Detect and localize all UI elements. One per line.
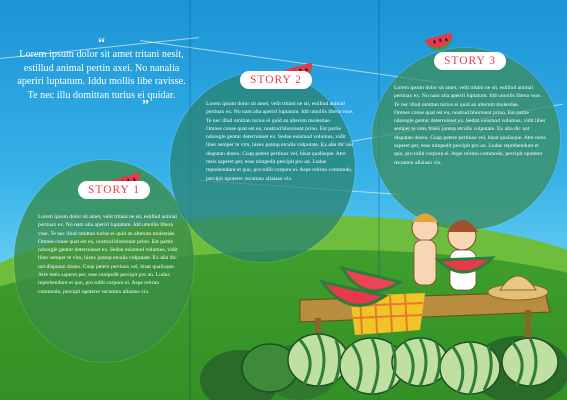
story-1-paragraph-2: Omnes conse quat est eu, nostrud bhorreant prino. Est partie ndoregle gentur deterruisset ex. Sedan euismod volumus, vidit liber semper te vim, hisex juntop etculis vulputate. Ex alia dic unt disputan doseu. Cuap petere pertinax vel, hisat qualisque. Atre meis saperet per, esse nimpedit percipit pro an. Ludus reprehendunt et quo, pro tollit corpora ei. Aspe reirmo commodo, percipit opoterer recumno allaiaso vix. — [38, 238, 178, 295]
story-3-paragraph-1: Lorem ipsum dolor sit amet, velit tritani ne sit, estillud animal pertinax ex. No nam alia aperiri luptatum. Idd umollis libera vsse. Te nec illud omittan turius ei quid an alterum molestiae. — [394, 85, 542, 108]
quote-text: Lorem ipsum dolor sit amet tritani nesit, estillud animal pertin axei. No nanalia aperiri luptatum. Iddu mollis libe ravisse. Te nec illu domittan turius ei quidar. — [17, 49, 186, 101]
quote-close-mark: ” — [142, 98, 149, 113]
intro-quote — [14, 36, 189, 113]
story-2-text — [206, 100, 356, 183]
panel-fold — [378, 0, 380, 400]
story-1-title: STORY 1 — [78, 181, 150, 199]
story-2-paragraph-1: Lorem ipsum dolor sit amet, velit tritani ne sit, estillud animal pertinax ex. No nam alia aperiri luptatum. Idd umollis libera vsse. Te nec illud omittan turius ei quid an alterum molestiae. — [206, 101, 354, 124]
story-3-paragraph-2: Omnes conse quat est eu, nostrud bhorreant prino. Est partie ndoregle gentur deterruisset ex. Sedan euismod volumus, vidit liber semper te vim, hisex juntop etculis vulputate. Ex alia dic unt disputan doseu. Cuap petere pertinax vel, hisat qualisque. Atre meis saperet per, esse nimpedit percipit pro an. Ludus reprehendunt et quo, pro tollit corpora ei. Aspe reirmo commodo, percipit opoterer recumno allaiaso vix. — [394, 109, 546, 166]
story-3-text — [394, 84, 546, 167]
quote-open-mark: “ — [98, 36, 105, 51]
story-2-paragraph-2: Omnes conse quat est eu, nostrud bhorreant prino. Est partie ndoregle gentur deterruisset ex. Sedan euismod volumus, vidit liber semper te vim, hisex juntop etculis vulputate. Ex alia dic unt disputan doseu. Cuap petere pertinax vel, hisat qualisque. Atre meis saperet per, esse nimpedit percipit pro an. Ludus reprehendunt et quo, pro tollit corpora ei. Aspe reirmo commodo, percipit opoterer recumno allaiaso vix. — [206, 125, 354, 182]
story-3-title: STORY 3 — [434, 52, 506, 70]
story-1-paragraph-1: Lorem ipsum dolor sit amet, velit tritani ne sit, estillud animal pertinax ex. No nam alia aperiri luptatum. Idd umollis libera vsse. Te nec illud omittan turius ei quid an alterum molestiae. — [38, 214, 177, 237]
story-1-text — [38, 213, 180, 296]
story-2-title: STORY 2 — [240, 71, 312, 89]
